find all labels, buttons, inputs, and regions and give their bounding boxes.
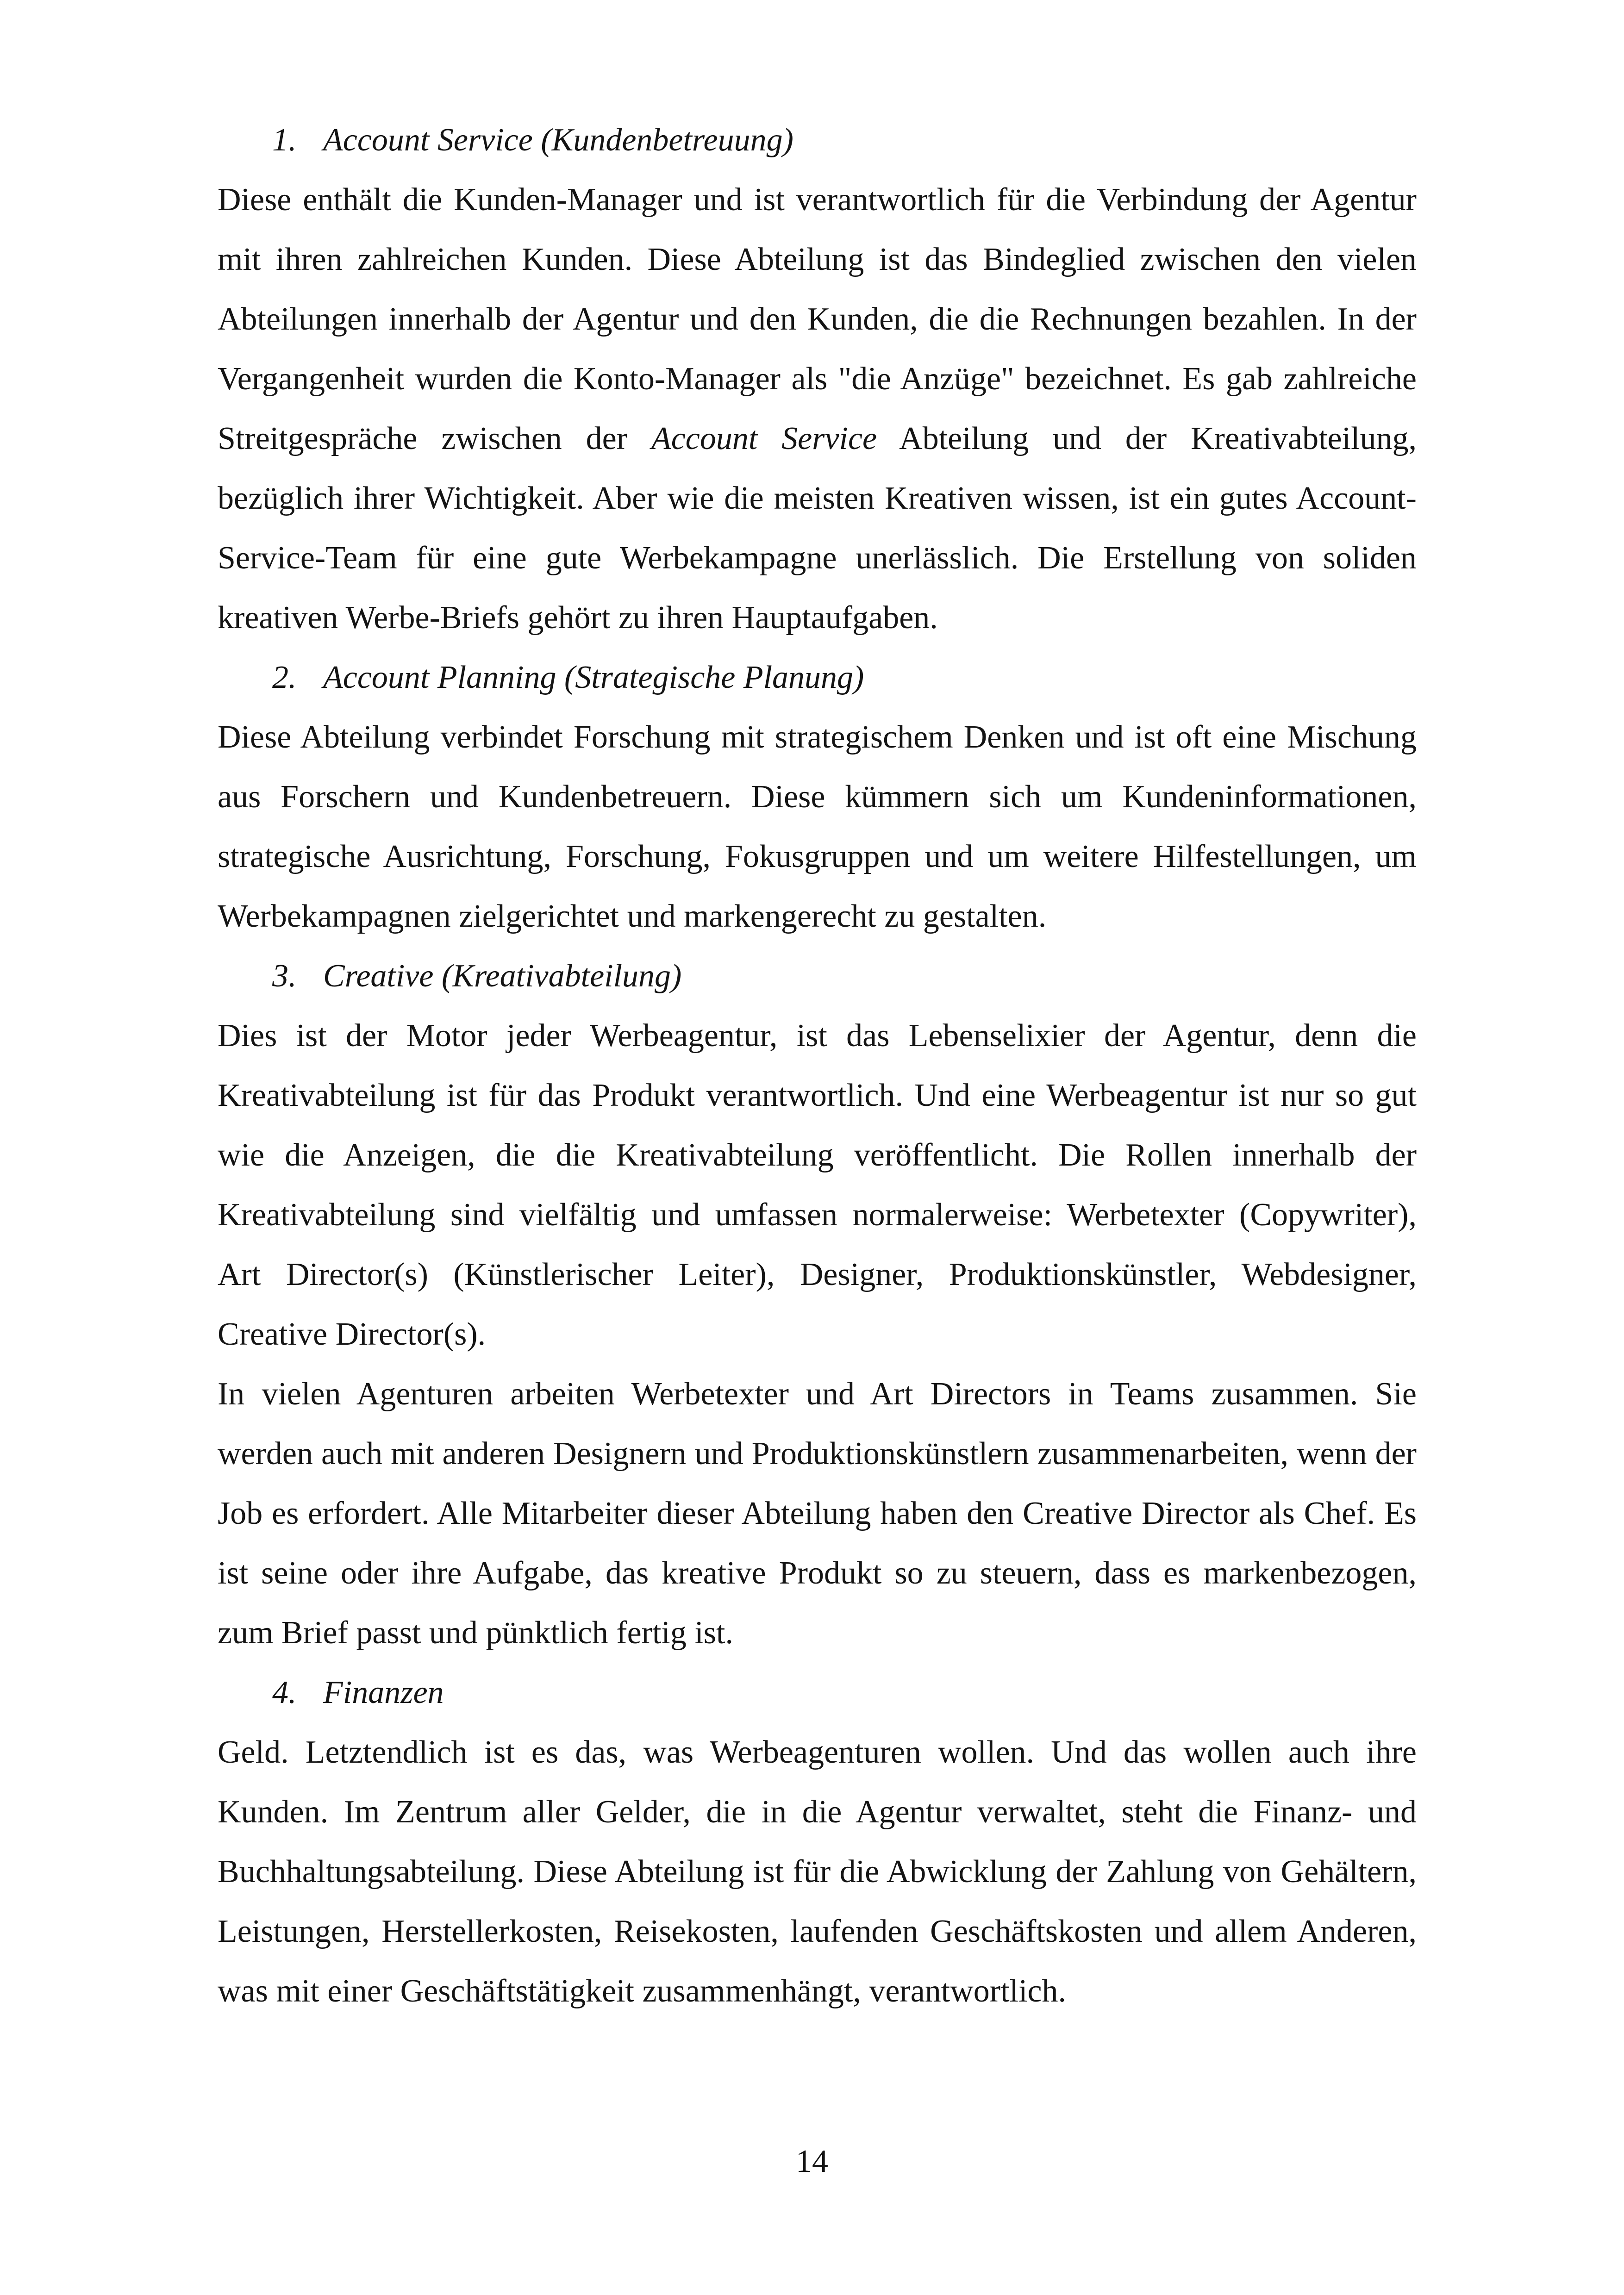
emphasis-text: Account Service <box>651 421 877 456</box>
paragraph: Dies ist der Motor jeder Werbeagentur, ist das Lebenselixier der Agentur, denn die Kreativabteilung ist für das Produkt verantwortlich. Und eine Werbeagentur ist nur so gut wie die Anzeigen, die die Kreativabteilung veröffentlicht. Die Rollen innerhalb der Kreativabteilung sind vielfältig und umfassen normalerweise: Werbetexter (Copywriter), Art Director(s) (Künstlerischer Leiter), Designer, Produktionskünstler, Webdesigner, Creative Director(s). <box>218 1018 1417 1352</box>
section-account-service <box>218 110 1417 648</box>
section-heading <box>218 1663 1417 1722</box>
section-creative <box>218 946 1417 1663</box>
paragraph <box>218 170 1417 648</box>
section-title: Creative (Kreativabteilung) <box>323 958 682 994</box>
section-account-planning <box>218 648 1417 946</box>
section-heading <box>218 110 1417 170</box>
section-number: 4. <box>272 1675 297 1710</box>
section-number: 3. <box>272 958 297 994</box>
section-finanzen <box>218 1663 1417 2021</box>
page-body <box>218 110 1417 2021</box>
paragraph-text: Abteilung und der Kreativabteilung, bezüglich ihrer Wichtigkeit. Aber wie die meisten Kreativen wissen, ist ein gutes Account-Service-Team für eine gute Werbekampagne unerlässlich. Die Erstellung von soliden kreativen Werbe-Briefs gehört zu ihren Hauptaufgaben. <box>218 421 1417 636</box>
paragraph: Diese Abteilung verbindet Forschung mit strategischem Denken und ist oft eine Mischung aus Forschern und Kundenbetreuern. Diese kümmern sich um Kundeninformationen, strategische Ausrichtung, Forschung, Fokusgruppen und um weitere Hilfestellungen, um Werbekampagnen zielgerichtet und markengerecht zu gestalten. <box>218 719 1417 934</box>
page-number: 14 <box>796 2144 828 2179</box>
section-title: Finanzen <box>323 1675 444 1710</box>
section-title: Account Service (Kundenbetreuung) <box>323 122 793 158</box>
paragraph: In vielen Agenturen arbeiten Werbetexter und Art Directors in Teams zusammen. Sie werden auch mit anderen Designern und Produktionskünstlern zusammenarbeiten, wenn der Job es erfordert. Alle Mitarbeiter dieser Abteilung haben den Creative Director als Chef. Es ist seine oder ihre Aufgabe, das kreative Produkt so zu steuern, dass es markenbezogen, zum Brief passt und pünktlich fertig ist. <box>218 1376 1417 1651</box>
section-title: Account Planning (Strategische Planung) <box>323 660 864 695</box>
section-heading <box>218 946 1417 1006</box>
section-heading <box>218 648 1417 707</box>
paragraph: Geld. Letztendlich ist es das, was Werbeagenturen wollen. Und das wollen auch ihre Kunden. Im Zentrum aller Gelder, die in die Agentur verwaltet, steht die Finanz- und Buchhaltungsabteilung. Diese Abteilung ist für die Abwicklung der Zahlung von Gehältern, Leistungen, Herstellerkosten, Reisekosten, laufenden Geschäftskosten und allem Anderen, was mit einer Geschäftstätigkeit zusammenhängt, verantwortlich. <box>218 1734 1417 2009</box>
section-number: 1. <box>272 122 297 158</box>
section-number: 2. <box>272 660 297 695</box>
paragraph-text: Diese enthält die Kunden-Manager und ist verantwortlich für die Verbindung der Agentur mit ihren zahlreichen Kunden. Diese Abteilung ist das Bindeglied zwischen den vielen Abteilungen innerhalb der Agentur und den Kunden, die die Rechnungen bezahlen. In der Vergangenheit wurden die Konto-Manager als "die Anzüge" bezeichnet. Es gab zahlreiche Streitgespräche zwischen der <box>218 182 1417 456</box>
